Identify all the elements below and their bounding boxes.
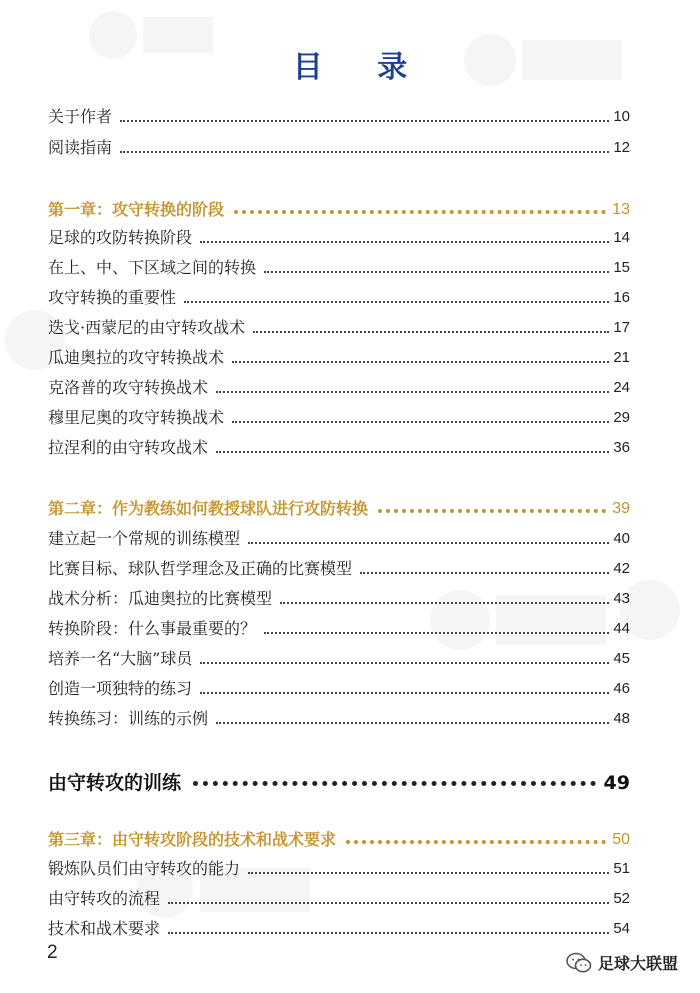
toc-entry-label: 锻炼队员们由守转攻的能力 (48, 859, 241, 878)
toc-entry[interactable] (48, 402, 630, 428)
toc-entry-page: 40 (613, 530, 630, 547)
chapter-heading-page: 50 (612, 831, 630, 848)
dot-leader (264, 271, 609, 273)
toc-entry-label: 克洛普的攻守转换战术 (48, 378, 209, 397)
toc-entry-page: 36 (613, 439, 630, 456)
toc-entry-page: 42 (613, 560, 630, 577)
dot-leader (360, 572, 609, 574)
toc-entry[interactable] (48, 613, 630, 639)
toc-entry-page: 15 (613, 259, 630, 276)
toc-entry-page: 43 (613, 590, 630, 607)
dot-leader (184, 301, 609, 303)
toc-entry-label: 由守转攻的流程 (48, 889, 161, 908)
toc-entry-page: 46 (613, 680, 630, 697)
dot-leader (120, 151, 609, 153)
toc-entry-label: 瓜迪奥拉的攻守转换战术 (48, 348, 225, 367)
toc-entry[interactable] (48, 101, 630, 127)
toc-entry-label: 转换练习：训练的示例 (48, 709, 209, 728)
dot-leader (200, 241, 609, 243)
toc-entry[interactable] (48, 523, 630, 549)
toc-entry-page: 52 (613, 890, 630, 907)
wechat-icon (566, 952, 592, 974)
toc-entry-page: 14 (613, 229, 630, 246)
toc-entry-label: 建立起一个常规的训练模型 (48, 529, 241, 548)
toc-entry-label: 穆里尼奥的攻守转换战术 (48, 408, 225, 427)
brand-name: 足球大联盟 (597, 954, 678, 973)
toc-entry[interactable] (48, 913, 630, 939)
dot-leader (168, 902, 609, 904)
chapter-heading[interactable] (48, 194, 630, 220)
toc-entry-page: 54 (613, 920, 630, 937)
toc-entry-label: 阅读指南 (48, 138, 113, 157)
chapter-heading-page: 39 (612, 500, 630, 517)
toc-entry-page: 51 (613, 860, 630, 877)
toc-entry-label: 比赛目标、球队哲学理念及正确的比赛模型 (48, 559, 353, 578)
chapter-heading[interactable] (48, 493, 630, 519)
toc-entry-label: 培养一名“大脑”球员 (48, 649, 193, 668)
dot-leader (232, 421, 609, 423)
toc-entry-page: 45 (613, 650, 630, 667)
dot-leader (253, 331, 609, 333)
toc-entry-page: 44 (613, 620, 630, 637)
toc-entry[interactable] (48, 883, 630, 909)
dot-leader (216, 451, 609, 453)
toc-entry[interactable] (48, 432, 630, 458)
dot-leader (234, 210, 606, 214)
toc-entry[interactable] (48, 282, 630, 308)
toc-entry[interactable] (48, 312, 630, 338)
toc-entry[interactable] (48, 583, 630, 609)
toc-entry[interactable] (48, 643, 630, 669)
toc-entry-label: 关于作者 (48, 107, 113, 126)
dot-leader (216, 722, 609, 724)
page-number: 2 (47, 942, 58, 963)
toc-entry-page: 21 (613, 349, 630, 366)
toc-entry-page: 48 (613, 710, 630, 727)
toc-entry-label: 拉涅利的由守转攻战术 (48, 438, 209, 457)
toc-entry[interactable] (48, 222, 630, 248)
toc-entry-page: 10 (613, 108, 630, 125)
toc-entry-page: 16 (613, 289, 630, 306)
toc-entry[interactable] (48, 673, 630, 699)
toc-entry-page: 29 (613, 409, 630, 426)
toc-entry-label: 迭戈·西蒙尼的由守转攻战术 (48, 318, 246, 337)
chapter-heading-label: 第三章：由守转攻阶段的技术和战术要求 (48, 830, 337, 849)
dot-leader (200, 692, 609, 694)
toc-entry-page: 17 (613, 319, 630, 336)
toc-entry-label: 技术和战术要求 (48, 919, 161, 938)
dot-leader (248, 542, 609, 544)
dot-leader (280, 602, 609, 604)
dot-leader (232, 361, 609, 363)
toc-entry[interactable] (48, 132, 630, 158)
dot-leader (378, 509, 606, 513)
dot-leader (168, 932, 609, 934)
toc-entry-label: 在上、中、下区域之间的转换 (48, 258, 257, 277)
section-heading-page: 49 (603, 772, 630, 794)
section-heading-label: 由守转攻的训练 (48, 772, 182, 794)
dot-leader (120, 120, 609, 122)
dot-leader (200, 662, 609, 664)
toc-entry[interactable] (48, 703, 630, 729)
dot-leader (346, 840, 606, 844)
dot-leader (193, 781, 596, 786)
toc-entry-page: 12 (613, 139, 630, 156)
chapter-heading[interactable] (48, 824, 630, 850)
chapter-heading-label: 第一章：攻守转换的阶段 (48, 200, 225, 219)
toc-entry[interactable] (48, 372, 630, 398)
dot-leader (216, 391, 609, 393)
dot-leader (248, 872, 609, 874)
toc-entry-label: 创造一项独特的练习 (48, 679, 193, 698)
toc-title: 目 录 (292, 50, 430, 85)
toc-entry[interactable] (48, 252, 630, 278)
toc-entry-label: 转换阶段：什么事最重要的？ (48, 619, 257, 638)
toc-entry-label: 战术分析：瓜迪奥拉的比赛模型 (48, 589, 273, 608)
toc-entry-label: 攻守转换的重要性 (48, 288, 177, 307)
toc-entry-page: 24 (613, 379, 630, 396)
dot-leader (264, 632, 609, 634)
toc-entry[interactable] (48, 553, 630, 579)
toc-entry[interactable] (48, 342, 630, 368)
toc-entry[interactable] (48, 853, 630, 879)
section-heading[interactable] (48, 761, 630, 793)
toc-entry-label: 足球的攻防转换阶段 (48, 228, 193, 247)
chapter-heading-label: 第二章：作为教练如何教授球队进行攻防转换 (48, 499, 369, 518)
brand-signature[interactable] (566, 951, 678, 974)
chapter-heading-page: 13 (612, 201, 630, 218)
